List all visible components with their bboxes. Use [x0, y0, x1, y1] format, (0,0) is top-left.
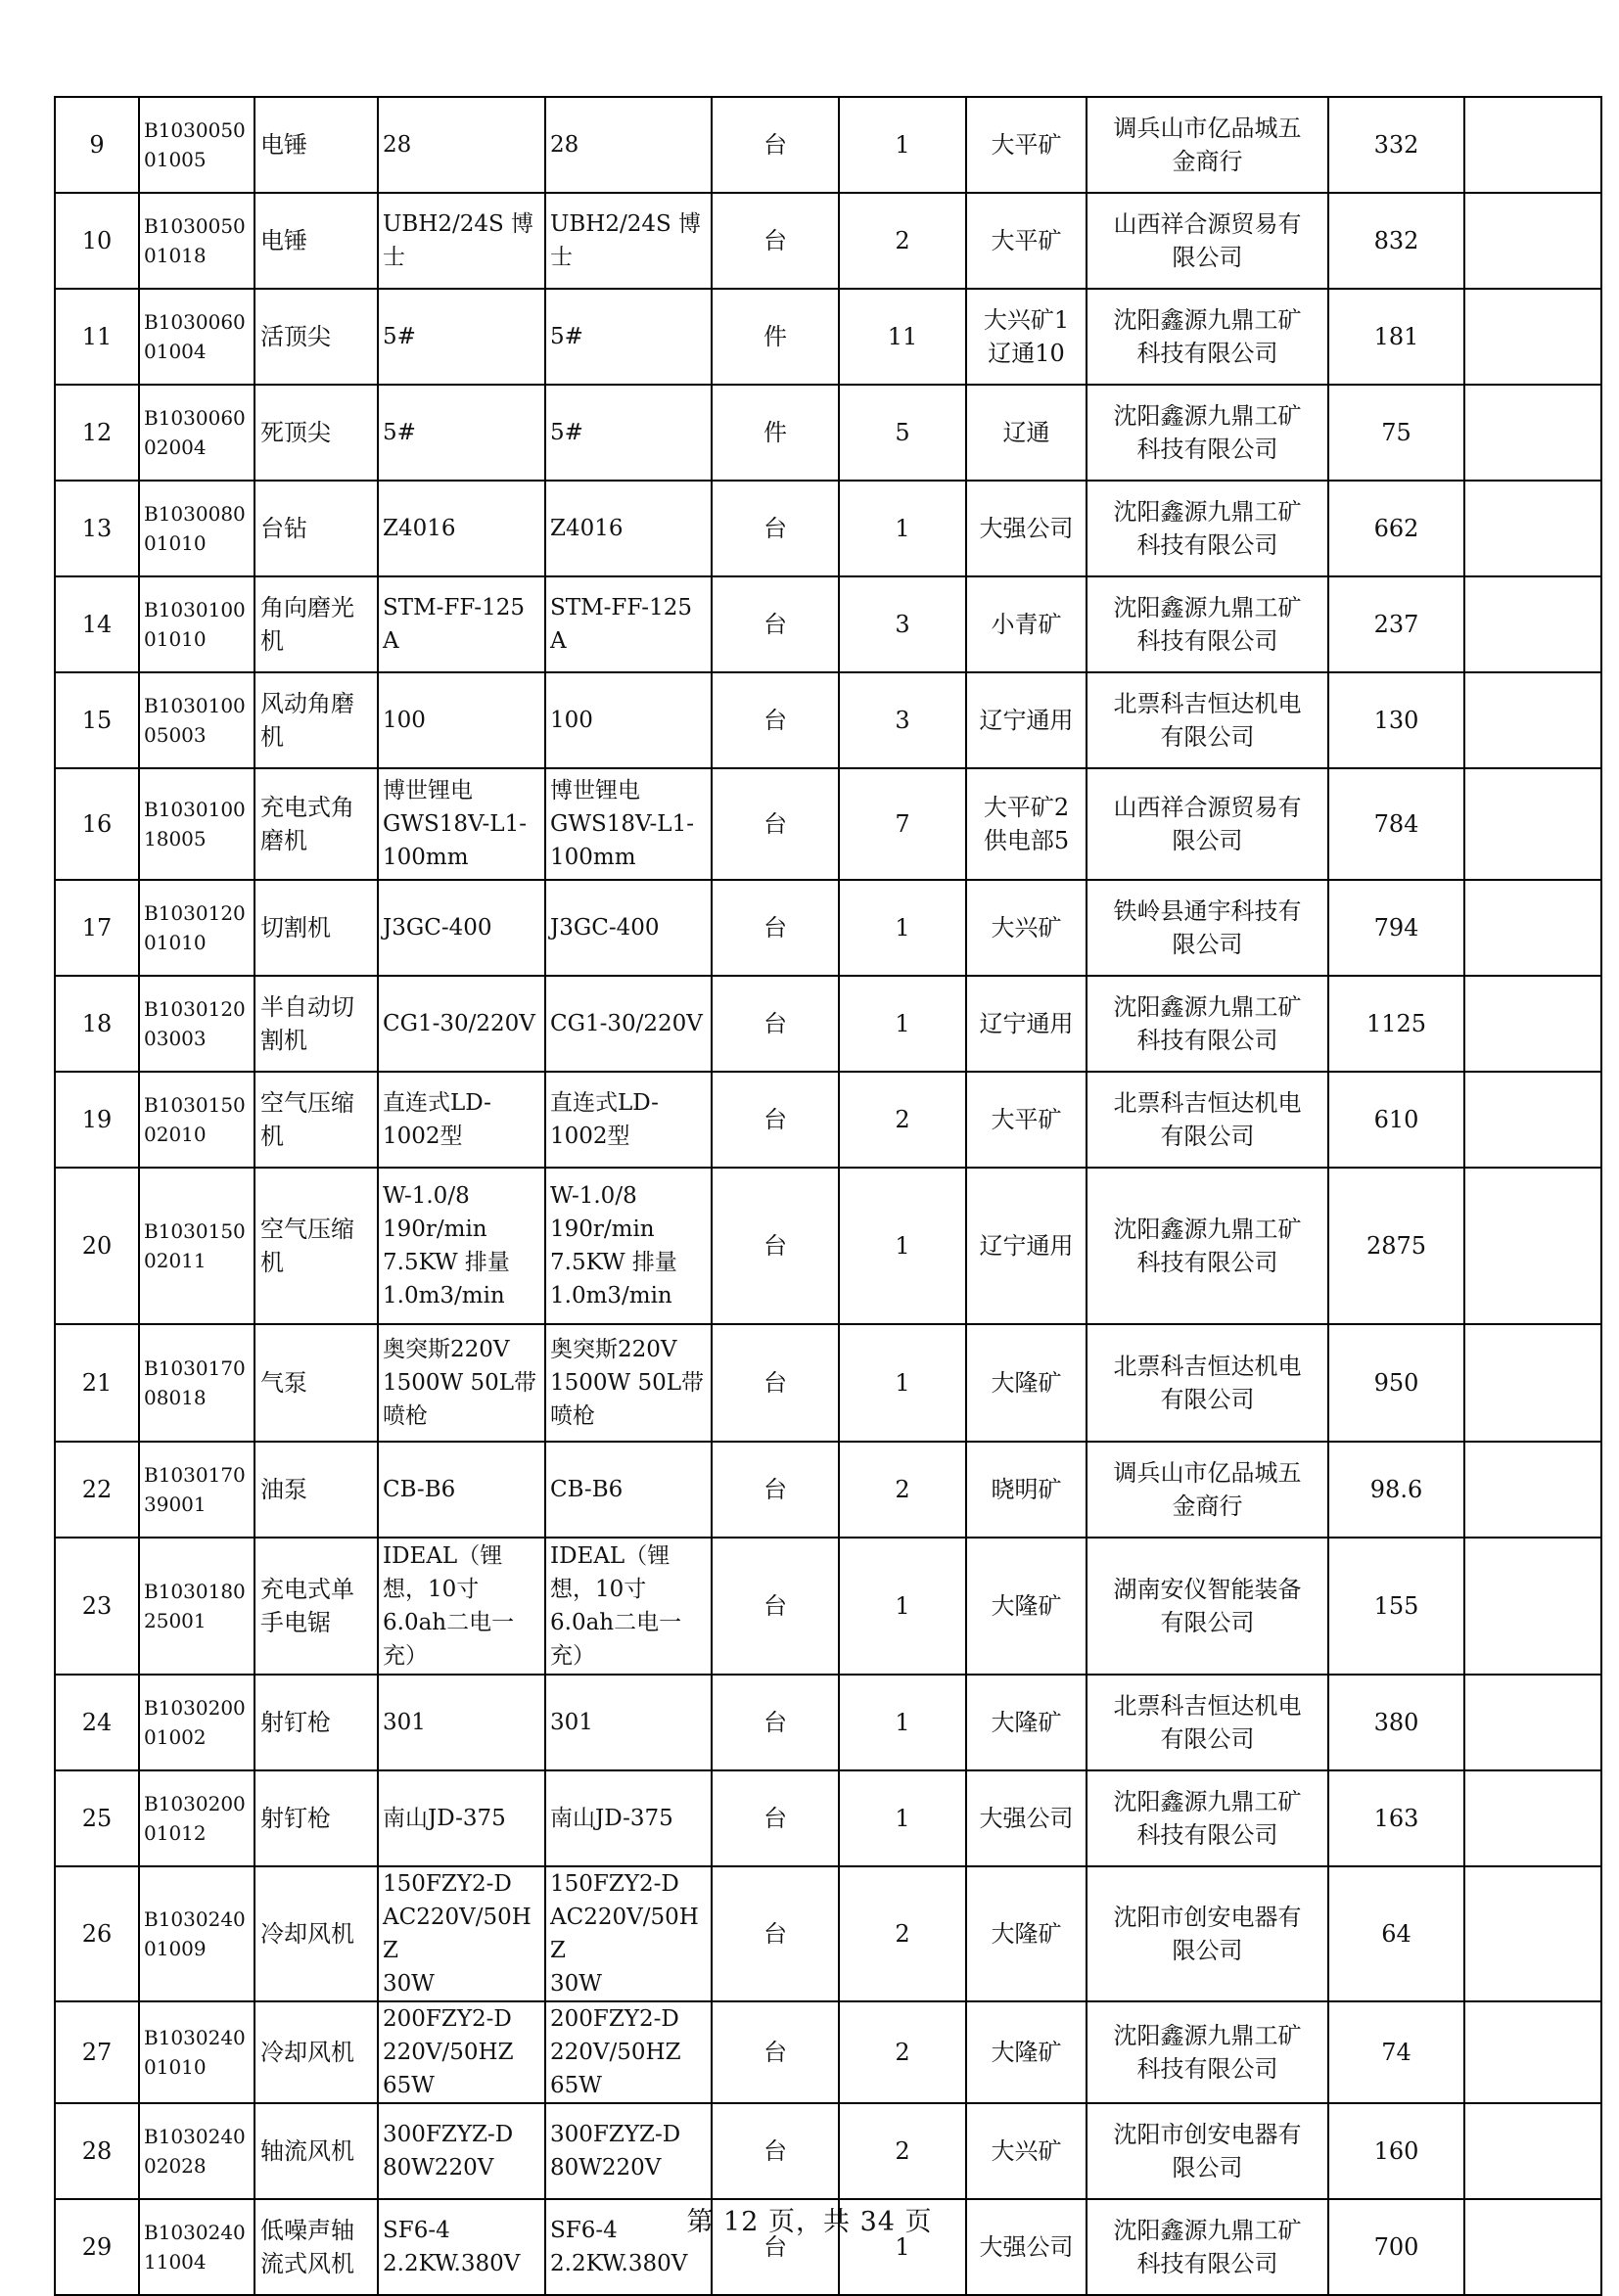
- cell-spec-2: STM-FF-125A: [545, 576, 712, 672]
- table-row: [55, 481, 1601, 576]
- table-row: [55, 576, 1601, 672]
- cell-note: [1464, 97, 1601, 193]
- cell-code: B1030240 01010: [139, 2001, 254, 2103]
- cell-spec-2: 博世锂电 GWS18V-L1- 100mm: [545, 768, 712, 880]
- cell-code: B1030240 02028: [139, 2103, 254, 2199]
- document-sheet: [54, 96, 1602, 2296]
- cell-note: [1464, 2001, 1601, 2103]
- cell-supplier: 调兵山市亿品城五 金商行: [1087, 97, 1328, 193]
- cell-spec: SF6-4 2.2KW.380V: [378, 2199, 545, 2295]
- table-row: [55, 97, 1601, 193]
- cell-price: 2875: [1328, 1168, 1464, 1324]
- cell-name: 射钉枪: [254, 1770, 378, 1866]
- cell-price: 181: [1328, 289, 1464, 385]
- cell-dept: 大兴矿: [966, 880, 1087, 976]
- cell-unit: 台: [712, 976, 839, 1072]
- cell-spec-2: 直连式LD- 1002型: [545, 1072, 712, 1168]
- cell-name: 充电式角 磨机: [254, 768, 378, 880]
- cell-spec-2: 5#: [545, 289, 712, 385]
- cell-qty: 3: [839, 576, 966, 672]
- cell-price: 950: [1328, 1324, 1464, 1442]
- cell-spec-2: CG1-30/220V: [545, 976, 712, 1072]
- cell-supplier: 沈阳鑫源九鼎工矿 科技有限公司: [1087, 481, 1328, 576]
- cell-supplier: 铁岭县通宇科技有 限公司: [1087, 880, 1328, 976]
- cell-code: B1030180 25001: [139, 1538, 254, 1675]
- cell-supplier: 沈阳鑫源九鼎工矿 科技有限公司: [1087, 385, 1328, 481]
- cell-price: 64: [1328, 1866, 1464, 2001]
- cell-no: 21: [55, 1324, 139, 1442]
- cell-code: B1030100 01010: [139, 576, 254, 672]
- cell-spec: J3GC-400: [378, 880, 545, 976]
- cell-no: 10: [55, 193, 139, 289]
- cell-unit: 台: [712, 576, 839, 672]
- cell-spec: 直连式LD- 1002型: [378, 1072, 545, 1168]
- table-row: [55, 1168, 1601, 1324]
- cell-name: 低噪声轴 流式风机: [254, 2199, 378, 2295]
- cell-supplier: 沈阳鑫源九鼎工矿 科技有限公司: [1087, 1168, 1328, 1324]
- cell-supplier: 北票科吉恒达机电 有限公司: [1087, 1072, 1328, 1168]
- item-table: [54, 96, 1602, 2296]
- cell-code: B1030240 11004: [139, 2199, 254, 2295]
- cell-spec-2: Z4016: [545, 481, 712, 576]
- cell-price: 832: [1328, 193, 1464, 289]
- cell-spec-2: 5#: [545, 385, 712, 481]
- cell-spec: 5#: [378, 385, 545, 481]
- cell-dept: 大强公司: [966, 481, 1087, 576]
- cell-unit: 台: [712, 1538, 839, 1675]
- cell-unit: 台: [712, 1168, 839, 1324]
- cell-dept: 辽宁通用: [966, 672, 1087, 768]
- cell-supplier: 沈阳鑫源九鼎工矿 科技有限公司: [1087, 576, 1328, 672]
- cell-qty: 1: [839, 2199, 966, 2295]
- cell-spec: IDEAL（锂 想，10寸 6.0ah二电一 充）: [378, 1538, 545, 1675]
- cell-spec: 100: [378, 672, 545, 768]
- cell-dept: 辽宁通用: [966, 976, 1087, 1072]
- cell-price: 662: [1328, 481, 1464, 576]
- cell-spec-2: 28: [545, 97, 712, 193]
- cell-no: 9: [55, 97, 139, 193]
- cell-no: 15: [55, 672, 139, 768]
- cell-no: 23: [55, 1538, 139, 1675]
- cell-spec: CG1-30/220V: [378, 976, 545, 1072]
- table-row: [55, 385, 1601, 481]
- cell-spec-2: 100: [545, 672, 712, 768]
- table-body: [55, 97, 1601, 2295]
- cell-note: [1464, 1770, 1601, 1866]
- cell-name: 气泵: [254, 1324, 378, 1442]
- cell-note: [1464, 1442, 1601, 1538]
- cell-no: 22: [55, 1442, 139, 1538]
- cell-note: [1464, 1324, 1601, 1442]
- table-row: [55, 768, 1601, 880]
- cell-price: 75: [1328, 385, 1464, 481]
- cell-note: [1464, 385, 1601, 481]
- cell-name: 空气压缩 机: [254, 1168, 378, 1324]
- cell-unit: 件: [712, 289, 839, 385]
- cell-price: 74: [1328, 2001, 1464, 2103]
- table-row: [55, 1324, 1601, 1442]
- cell-price: 794: [1328, 880, 1464, 976]
- cell-price: 98.6: [1328, 1442, 1464, 1538]
- cell-no: 17: [55, 880, 139, 976]
- cell-qty: 1: [839, 880, 966, 976]
- cell-spec: 5#: [378, 289, 545, 385]
- cell-unit: 台: [712, 193, 839, 289]
- cell-code: B1030100 05003: [139, 672, 254, 768]
- cell-code: B1030100 18005: [139, 768, 254, 880]
- cell-qty: 1: [839, 1675, 966, 1770]
- table-row: [55, 193, 1601, 289]
- cell-spec: 200FZY2-D 220V/50HZ 65W: [378, 2001, 545, 2103]
- cell-dept: 大隆矿: [966, 2001, 1087, 2103]
- cell-supplier: 沈阳市创安电器有 限公司: [1087, 2103, 1328, 2199]
- cell-unit: 台: [712, 97, 839, 193]
- cell-name: 电锤: [254, 193, 378, 289]
- table-row: [55, 2103, 1601, 2199]
- page-footer: 第 12 页，共 34 页: [686, 2207, 933, 2237]
- cell-supplier: 沈阳鑫源九鼎工矿 科技有限公司: [1087, 2199, 1328, 2295]
- cell-note: [1464, 481, 1601, 576]
- cell-name: 充电式单 手电锯: [254, 1538, 378, 1675]
- cell-spec: Z4016: [378, 481, 545, 576]
- cell-qty: 1: [839, 1324, 966, 1442]
- cell-price: 610: [1328, 1072, 1464, 1168]
- cell-dept: 大兴矿1 辽通10: [966, 289, 1087, 385]
- cell-code: B1030050 01005: [139, 97, 254, 193]
- cell-unit: 台: [712, 880, 839, 976]
- cell-unit: 台: [712, 2103, 839, 2199]
- cell-name: 台钻: [254, 481, 378, 576]
- cell-supplier: 北票科吉恒达机电 有限公司: [1087, 672, 1328, 768]
- cell-name: 射钉枪: [254, 1675, 378, 1770]
- cell-no: 19: [55, 1072, 139, 1168]
- cell-dept: 大平矿2 供电部5: [966, 768, 1087, 880]
- table-row: [55, 1866, 1601, 2001]
- cell-supplier: 调兵山市亿品城五 金商行: [1087, 1442, 1328, 1538]
- cell-unit: 台: [712, 481, 839, 576]
- cell-price: 700: [1328, 2199, 1464, 2295]
- cell-no: 13: [55, 481, 139, 576]
- table-row: [55, 289, 1601, 385]
- cell-supplier: 沈阳鑫源九鼎工矿 科技有限公司: [1087, 976, 1328, 1072]
- cell-dept: 大兴矿: [966, 2103, 1087, 2199]
- cell-unit: 台: [712, 1770, 839, 1866]
- cell-name: 轴流风机: [254, 2103, 378, 2199]
- cell-code: B1030120 03003: [139, 976, 254, 1072]
- cell-no: 25: [55, 1770, 139, 1866]
- cell-dept: 大隆矿: [966, 1324, 1087, 1442]
- cell-code: B1030060 02004: [139, 385, 254, 481]
- cell-name: 冷却风机: [254, 1866, 378, 2001]
- table-row: [55, 672, 1601, 768]
- cell-supplier: 沈阳鑫源九鼎工矿 科技有限公司: [1087, 2001, 1328, 2103]
- cell-supplier: 沈阳鑫源九鼎工矿 科技有限公司: [1087, 1770, 1328, 1866]
- cell-note: [1464, 672, 1601, 768]
- cell-dept: 大强公司: [966, 2199, 1087, 2295]
- cell-code: B1030170 08018: [139, 1324, 254, 1442]
- cell-spec: 南山JD-375: [378, 1770, 545, 1866]
- cell-supplier: 沈阳鑫源九鼎工矿 科技有限公司: [1087, 289, 1328, 385]
- cell-qty: 7: [839, 768, 966, 880]
- cell-dept: 大强公司: [966, 1770, 1087, 1866]
- cell-note: [1464, 1866, 1601, 2001]
- cell-name: 半自动切 割机: [254, 976, 378, 1072]
- cell-dept: 小青矿: [966, 576, 1087, 672]
- cell-no: 16: [55, 768, 139, 880]
- cell-spec: W-1.0/8 190r/min 7.5KW 排量 1.0m3/min: [378, 1168, 545, 1324]
- cell-no: 24: [55, 1675, 139, 1770]
- cell-spec: CB-B6: [378, 1442, 545, 1538]
- cell-spec-2: UBH2/24S 博 士: [545, 193, 712, 289]
- cell-no: 20: [55, 1168, 139, 1324]
- cell-spec-2: SF6-4 2.2KW.380V: [545, 2199, 712, 2295]
- cell-unit: 台: [712, 1324, 839, 1442]
- cell-price: 237: [1328, 576, 1464, 672]
- cell-no: 27: [55, 2001, 139, 2103]
- cell-spec: UBH2/24S 博 士: [378, 193, 545, 289]
- cell-code: B1030080 01010: [139, 481, 254, 576]
- table-row: [55, 1442, 1601, 1538]
- cell-code: B1030050 01018: [139, 193, 254, 289]
- cell-no: 12: [55, 385, 139, 481]
- cell-qty: 11: [839, 289, 966, 385]
- table-row: [55, 2001, 1601, 2103]
- cell-spec: 301: [378, 1675, 545, 1770]
- cell-dept: 大平矿: [966, 1072, 1087, 1168]
- cell-qty: 1: [839, 481, 966, 576]
- table-row: [55, 1770, 1601, 1866]
- cell-code: B1030240 01009: [139, 1866, 254, 2001]
- cell-code: B1030200 01012: [139, 1770, 254, 1866]
- cell-note: [1464, 1538, 1601, 1675]
- cell-name: 冷却风机: [254, 2001, 378, 2103]
- cell-qty: 2: [839, 1072, 966, 1168]
- cell-code: B1030060 01004: [139, 289, 254, 385]
- cell-supplier: 沈阳市创安电器有 限公司: [1087, 1866, 1328, 2001]
- table-row: [55, 1675, 1601, 1770]
- cell-note: [1464, 1675, 1601, 1770]
- cell-spec-2: 300FZYZ-D 80W220V: [545, 2103, 712, 2199]
- cell-qty: 2: [839, 1866, 966, 2001]
- cell-dept: 大平矿: [966, 193, 1087, 289]
- cell-unit: 台: [712, 2001, 839, 2103]
- cell-spec-2: 奥突斯220V 1500W 50L带 喷枪: [545, 1324, 712, 1442]
- cell-qty: 1: [839, 1538, 966, 1675]
- cell-spec-2: W-1.0/8 190r/min 7.5KW 排量 1.0m3/min: [545, 1168, 712, 1324]
- cell-qty: 2: [839, 1442, 966, 1538]
- cell-dept: 辽通: [966, 385, 1087, 481]
- cell-no: 14: [55, 576, 139, 672]
- cell-spec-2: IDEAL（锂 想，10寸 6.0ah二电一 充）: [545, 1538, 712, 1675]
- cell-note: [1464, 576, 1601, 672]
- cell-qty: 2: [839, 193, 966, 289]
- cell-no: 11: [55, 289, 139, 385]
- cell-spec: 28: [378, 97, 545, 193]
- cell-note: [1464, 289, 1601, 385]
- cell-spec-2: 301: [545, 1675, 712, 1770]
- cell-note: [1464, 1072, 1601, 1168]
- cell-supplier: 北票科吉恒达机电 有限公司: [1087, 1675, 1328, 1770]
- cell-dept: 大平矿: [966, 97, 1087, 193]
- cell-price: 130: [1328, 672, 1464, 768]
- cell-supplier: 湖南安仪智能装备 有限公司: [1087, 1538, 1328, 1675]
- cell-price: 784: [1328, 768, 1464, 880]
- cell-unit: 台: [712, 1442, 839, 1538]
- cell-code: B1030150 02010: [139, 1072, 254, 1168]
- cell-qty: 1: [839, 1168, 966, 1324]
- cell-name: 风动角磨 机: [254, 672, 378, 768]
- table-row: [55, 880, 1601, 976]
- cell-unit: 台: [712, 1072, 839, 1168]
- cell-price: 332: [1328, 97, 1464, 193]
- cell-spec-2: 150FZY2-D AC220V/50HZ 30W: [545, 1866, 712, 2001]
- cell-qty: 2: [839, 2001, 966, 2103]
- cell-note: [1464, 880, 1601, 976]
- cell-spec: 150FZY2-D AC220V/50HZ 30W: [378, 1866, 545, 2001]
- cell-note: [1464, 768, 1601, 880]
- cell-unit: 台: [712, 2199, 839, 2295]
- cell-qty: 1: [839, 1770, 966, 1866]
- cell-price: 163: [1328, 1770, 1464, 1866]
- cell-supplier: 北票科吉恒达机电 有限公司: [1087, 1324, 1328, 1442]
- cell-note: [1464, 976, 1601, 1072]
- cell-dept: 大隆矿: [966, 1866, 1087, 2001]
- cell-supplier: 山西祥合源贸易有 限公司: [1087, 768, 1328, 880]
- cell-no: 26: [55, 1866, 139, 2001]
- cell-code: B1030150 02011: [139, 1168, 254, 1324]
- cell-unit: 件: [712, 385, 839, 481]
- table-row: [55, 976, 1601, 1072]
- cell-name: 油泵: [254, 1442, 378, 1538]
- cell-code: B1030170 39001: [139, 1442, 254, 1538]
- cell-name: 角向磨光 机: [254, 576, 378, 672]
- cell-unit: 台: [712, 1866, 839, 2001]
- cell-name: 切割机: [254, 880, 378, 976]
- cell-note: [1464, 1168, 1601, 1324]
- cell-spec-2: J3GC-400: [545, 880, 712, 976]
- cell-dept: 晓明矿: [966, 1442, 1087, 1538]
- cell-unit: 台: [712, 672, 839, 768]
- cell-price: 160: [1328, 2103, 1464, 2199]
- cell-spec-2: CB-B6: [545, 1442, 712, 1538]
- cell-qty: 5: [839, 385, 966, 481]
- cell-price: 380: [1328, 1675, 1464, 1770]
- cell-name: 电锤: [254, 97, 378, 193]
- cell-spec: 博世锂电 GWS18V-L1- 100mm: [378, 768, 545, 880]
- cell-unit: 台: [712, 768, 839, 880]
- cell-unit: 台: [712, 1675, 839, 1770]
- cell-qty: 1: [839, 97, 966, 193]
- cell-dept: 大隆矿: [966, 1675, 1087, 1770]
- cell-qty: 3: [839, 672, 966, 768]
- cell-name: 死顶尖: [254, 385, 378, 481]
- cell-price: 155: [1328, 1538, 1464, 1675]
- cell-no: 29: [55, 2199, 139, 2295]
- cell-code: B1030200 01002: [139, 1675, 254, 1770]
- cell-name: 活顶尖: [254, 289, 378, 385]
- cell-note: [1464, 2103, 1601, 2199]
- cell-supplier: 山西祥合源贸易有 限公司: [1087, 193, 1328, 289]
- cell-spec: STM-FF-125A: [378, 576, 545, 672]
- cell-spec: 奥突斯220V 1500W 50L带 喷枪: [378, 1324, 545, 1442]
- cell-spec: 300FZYZ-D 80W220V: [378, 2103, 545, 2199]
- cell-no: 18: [55, 976, 139, 1072]
- cell-name: 空气压缩 机: [254, 1072, 378, 1168]
- cell-dept: 大隆矿: [966, 1538, 1087, 1675]
- cell-no: 28: [55, 2103, 139, 2199]
- cell-code: B1030120 01010: [139, 880, 254, 976]
- table-row: [55, 1072, 1601, 1168]
- table-row: [55, 1538, 1601, 1675]
- cell-spec-2: 200FZY2-D 220V/50HZ 65W: [545, 2001, 712, 2103]
- cell-qty: 1: [839, 976, 966, 1072]
- cell-qty: 2: [839, 2103, 966, 2199]
- cell-note: [1464, 193, 1601, 289]
- cell-dept: 辽宁通用: [966, 1168, 1087, 1324]
- cell-price: 1125: [1328, 976, 1464, 1072]
- cell-spec-2: 南山JD-375: [545, 1770, 712, 1866]
